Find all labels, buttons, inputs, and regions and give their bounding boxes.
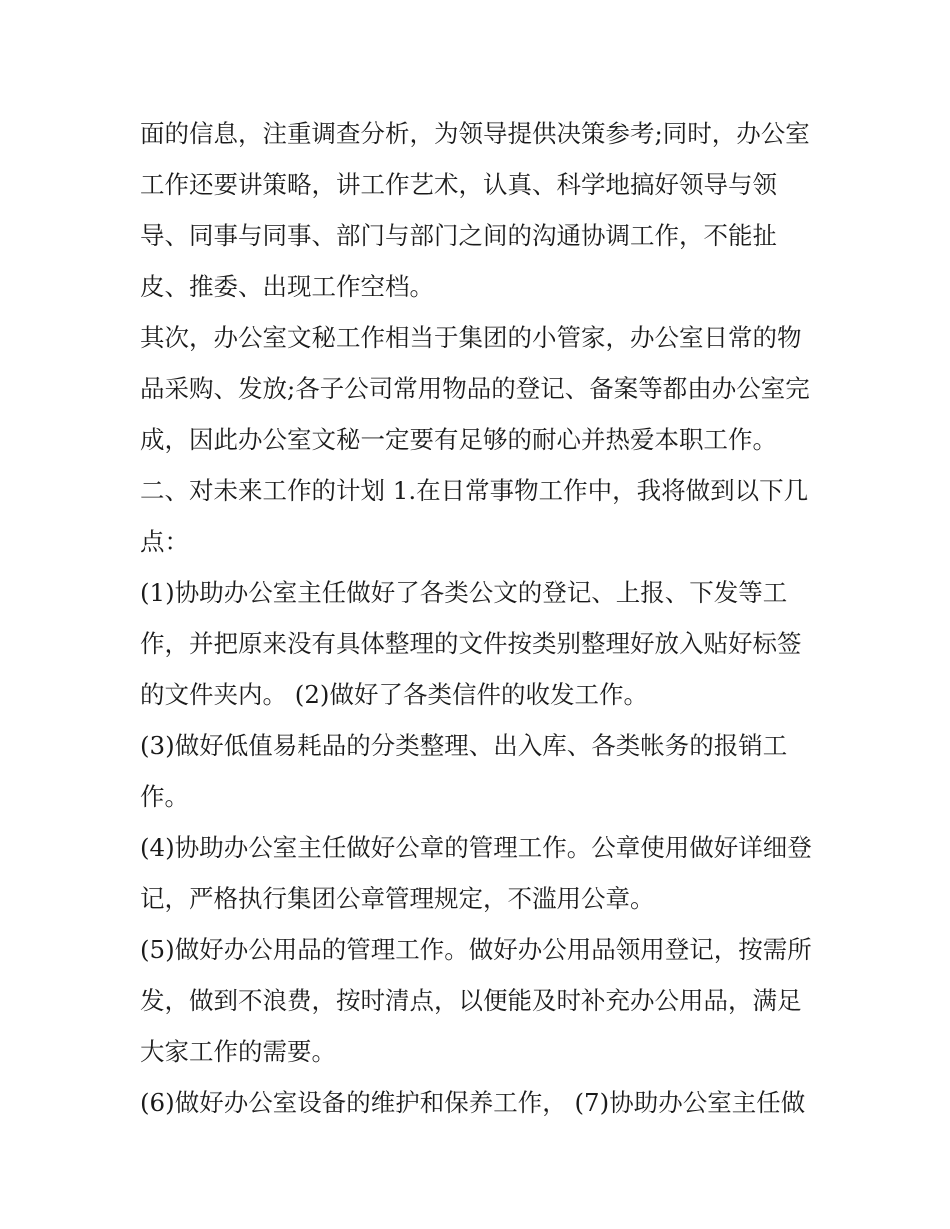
paragraph-3: 二、对未来工作的计划 1.在日常事物工作中，我将做到以下几点： [140,476,809,556]
paragraph-5: (3)做好低值易耗品的分类整理、出入库、各类帐务的报销工作。 [140,731,788,811]
paragraph-2: 其次，办公室文秘工作相当于集团的小管家，办公室日常的物品采购、发放;各子公司常用物品的登记、备案等都由办公室完成，因此办公室文秘一定要有足够的耐心并热爱本职工作。 [140,323,810,454]
paragraph-6: (4)协助办公室主任做好公章的管理工作。公章使用做好详细登记，严格执行集团公章管理规定，不滥用公章。 [140,833,812,913]
paragraph-7: (5)做好办公用品的管理工作。做好办公用品领用登记，按需所发，做到不浪费，按时清点，以便能及时补充办公用品，满足大家工作的需要。 [140,935,812,1066]
paragraph-8: (6)做好办公室设备的维护和保养工作， (7)协助办公室主任做 [140,1088,806,1117]
paragraph-4: (1)协助办公室主任做好了各类公文的登记、上报、下发等工作，并把原来没有具体整理的文件按类别整理好放入贴好标签的文件夹内。 (2)做好了各类信件的收发工作。 [140,578,802,709]
paragraph-1: 面的信息，注重调查分析，为领导提供决策参考;同时，办公室工作还要讲策略，讲工作艺术，认真、科学地搞好领导与领导、同事与同事、部门与部门之间的沟通协调工作，不能扯皮、推委、出现工作空档。 [140,119,810,301]
document-body [140,108,820,1128]
